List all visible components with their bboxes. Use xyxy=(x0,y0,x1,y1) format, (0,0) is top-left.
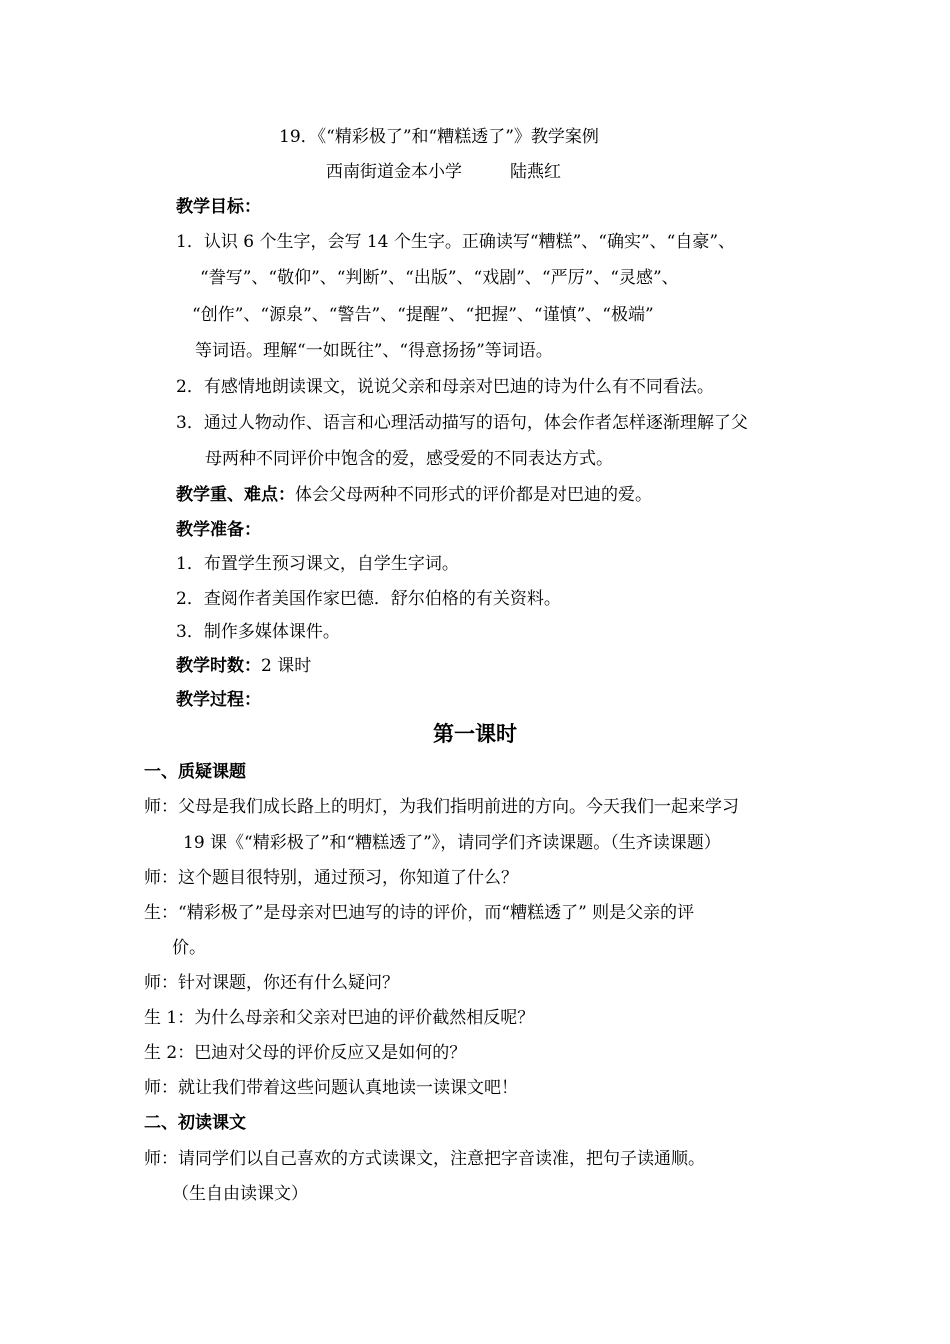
lesson-one-title: 第一课时 xyxy=(433,722,517,746)
teaching-hours xyxy=(176,655,311,677)
teaching-hours-label: 教学时数： xyxy=(176,656,261,676)
key-points-text: 体会父母两种不同形式的评价都是对巴迪的爱。 xyxy=(295,485,652,505)
objective-1-line-1: 1．认识 6 个生字，会写 14 个生字。正确读写“糟糕”、“确实”、“自豪”、 xyxy=(176,232,736,252)
author-line xyxy=(326,161,561,183)
key-points-label: 教学重、难点： xyxy=(176,485,295,505)
dialogue-line-2: 19 课《“精彩极了”和“糟糕透了”》，请同学们齐读课题。（生齐读课题） xyxy=(183,833,721,853)
process-heading: 教学过程： xyxy=(176,690,261,710)
dialogue-line-4: 生：“精彩极了”是母亲对巴迪写的诗的评价，而“糟糕透了” 则是父亲的评 xyxy=(144,903,695,923)
dialogue-line-8: 生 2：巴迪对父母的评价反应又是如何的？ xyxy=(144,1043,467,1063)
dialogue-line-11: （生自由读课文） xyxy=(172,1184,308,1204)
dialogue-line-5: 价。 xyxy=(172,938,206,958)
author-name: 陆燕红 xyxy=(510,162,561,182)
section-1-heading: 一、质疑课题 xyxy=(144,762,246,782)
objective-2: 2．有感情地朗读课文，说说父亲和母亲对巴迪的诗为什么有不同看法。 xyxy=(176,377,714,397)
dialogue-line-9: 师：就让我们带着这些问题认真地读一读课文吧！ xyxy=(144,1078,518,1098)
objective-3-line-2: 母两种不同评价中饱含的爱，感受爱的不同表达方式。 xyxy=(205,449,613,469)
preparation-2: 2．查阅作者美国作家巴德．舒尔伯格的有关资料。 xyxy=(176,589,561,609)
document-title: 19．《“精彩极了”和“糟糕透了”》教学案例 xyxy=(279,127,599,147)
objectives-heading: 教学目标： xyxy=(176,197,261,217)
dialogue-line-3: 师：这个题目很特别，通过预习，你知道了什么？ xyxy=(144,868,518,888)
objective-3-line-1: 3．通过人物动作、语言和心理活动描写的语句，体会作者怎样逐渐理解了父 xyxy=(176,413,748,433)
key-points xyxy=(176,484,652,506)
section-2-heading: 二、初读课文 xyxy=(144,1113,246,1133)
objective-1-line-2: “誊写”、“敬仰”、“判断”、“出版”、“戏剧”、“严厉”、“灵感”、 xyxy=(200,268,679,288)
dialogue-line-6: 师：针对课题，你还有什么疑问？ xyxy=(144,973,399,993)
preparation-3: 3．制作多媒体课件。 xyxy=(176,622,340,642)
preparation-1: 1．布置学生预习课文，自学生字词。 xyxy=(176,554,459,574)
objective-1-line-4: 等词语。理解“一如既往”、“得意扬扬”等词语。 xyxy=(195,341,553,361)
preparation-heading: 教学准备： xyxy=(176,520,261,540)
dialogue-line-7: 生 1：为什么母亲和父亲对巴迪的评价截然相反呢？ xyxy=(144,1008,535,1028)
dialogue-line-10: 师：请同学们以自己喜欢的方式读课文，注意把字音读准，把句子读通顺。 xyxy=(144,1149,705,1169)
teaching-hours-text: 2 课时 xyxy=(261,656,312,676)
dialogue-line-1: 师：父母是我们成长路上的明灯，为我们指明前进的方向。今天我们一起来学习 xyxy=(144,797,739,817)
objective-1-line-3: “创作”、“源泉”、“警告”、“提醒”、“把握”、“谨慎”、“极端” xyxy=(192,305,654,325)
school-name: 西南街道金本小学 xyxy=(326,162,462,182)
